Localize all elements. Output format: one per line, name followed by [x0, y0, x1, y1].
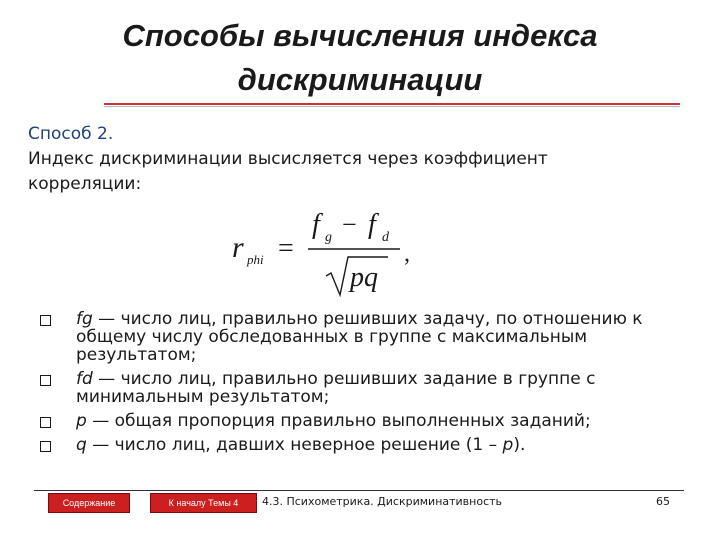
intro-line-2: Индекс дискриминации высисляется через коэффициент [28, 149, 548, 169]
definition-text: — число лиц, давших неверное решение (1 – [86, 435, 503, 455]
formula-numerator-minus: − [342, 210, 357, 239]
formula-numerator-f1: f [312, 209, 320, 240]
definition-symbol: fd [76, 369, 93, 389]
correlation-formula [228, 205, 448, 300]
definition-symbol: fg [76, 309, 93, 329]
formula-numerator-f1-subscript: g [325, 230, 332, 245]
definition-text-end: ). [513, 435, 526, 455]
definition-text: — число лиц, правильно решивших задание в группе с минимальным результатом; [76, 369, 596, 407]
definition-text: — общая пропорция правильно выполненных заданий; [86, 411, 591, 431]
slide-title [40, 14, 680, 102]
footer-section-title: 4.3. Психометрика. Дискриминативность [262, 495, 503, 508]
definition-symbol: q [76, 435, 87, 455]
definition-symbol: p [76, 411, 87, 431]
formula-equals: = [278, 233, 294, 264]
slide-title-line-1: Способы вычисления индекса [122, 18, 598, 53]
square-bullet-icon [40, 441, 51, 452]
page-number: 65 [656, 495, 670, 508]
formula-numerator-f2-subscript: d [382, 230, 389, 245]
title-divider [104, 103, 680, 105]
footer-divider [34, 490, 684, 491]
definition-symbol-p: p [502, 435, 514, 455]
slide-title-line-2: дискриминации [237, 62, 483, 97]
list-item [40, 436, 700, 454]
contents-button[interactable]: Содержание [48, 493, 130, 513]
intro-text [28, 122, 688, 197]
formula-comma: , [404, 241, 410, 267]
topic-start-button[interactable]: К началу Темы 4 [150, 493, 257, 513]
definitions-list [40, 310, 700, 456]
list-item [40, 412, 700, 430]
formula-r: r [232, 231, 244, 264]
square-bullet-icon [40, 375, 51, 386]
formula-r-subscript: phi [247, 252, 264, 267]
square-bullet-icon [40, 417, 51, 428]
intro-line-3: корреляции: [28, 174, 142, 194]
title-divider-shadow [104, 106, 680, 107]
formula-denominator-pq: pq [350, 262, 378, 293]
method-heading: Способ 2. [28, 124, 114, 144]
formula-numerator-f2: f [368, 209, 376, 240]
square-bullet-icon [40, 315, 51, 326]
definition-text: — число лиц, правильно решивших задачу, по отношению к общему числу обследованных в группе с максимальным результатом; [76, 309, 643, 365]
list-item [40, 370, 700, 406]
list-item [40, 310, 700, 364]
